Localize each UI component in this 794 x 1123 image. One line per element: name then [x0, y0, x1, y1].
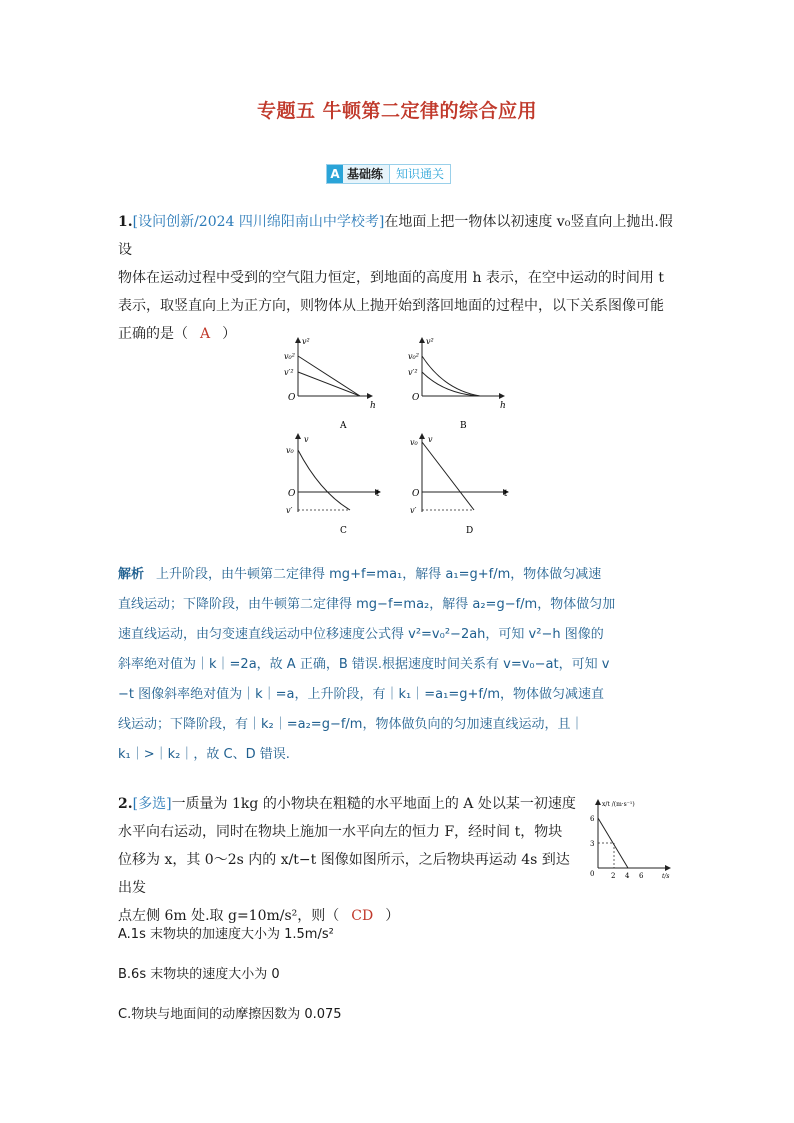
- solution-line-5: −t 图像斜率绝对值为｜k｜=a，上升阶段，有｜k₁｜=a₁=g+f/m，物体做匀减速直: [118, 687, 604, 702]
- question-1: [118, 208, 678, 348]
- q1-text-4: 正确的是（: [118, 326, 188, 342]
- q2-graph-y6: 6: [590, 815, 595, 823]
- graph-b-curve-down: [422, 372, 480, 396]
- q1-number: 1.: [118, 214, 133, 230]
- graph-d-caption: D: [466, 526, 474, 536]
- q2-graph-xlabel: t/s: [662, 873, 670, 880]
- graph-b-ylabel: v²: [426, 337, 434, 346]
- solution-line-6: 线运动；下降阶段，有｜k₂｜=a₂=g−f/m，物体做负向的匀加速直线运动，且｜: [118, 717, 584, 732]
- graph-b-xlabel: h: [500, 401, 506, 411]
- graph-c-tick1: v₀: [286, 446, 294, 455]
- q2-close: ）: [385, 908, 400, 924]
- graph-d-xlabel: t: [504, 489, 508, 499]
- graph-c-tick2: v′: [286, 506, 293, 515]
- solution-line-2: 直线运动；下降阶段，由牛顿第二定律得 mg−f=ma₂，解得 a₂=g−f/m，物体做匀加: [118, 597, 616, 612]
- q2-graph-x4: 4: [625, 872, 630, 880]
- question-2: [118, 790, 578, 930]
- q1-graphs: [260, 332, 520, 538]
- solution-line-4: 斜率绝对值为｜k｜=2a，故 A 正确，B 错误.根据速度时间关系有 v=v₀−at，可知 v: [118, 657, 610, 672]
- q2-tag: [多选]: [132, 796, 172, 812]
- graph-d: [410, 434, 508, 536]
- graph-d-tick2: v′: [410, 506, 417, 515]
- graph-b-origin: O: [412, 393, 420, 403]
- q1-line-1: [118, 208, 678, 264]
- graph-b: [408, 337, 506, 431]
- graph-b-tick1: v₀²: [408, 352, 419, 361]
- solution-line-3: 速直线运动，由匀变速直线运动中位移速度公式得 v²=v₀²−2ah，可知 v²−h 图像的: [118, 627, 604, 642]
- graph-a-xlabel: h: [370, 401, 376, 411]
- q2-option-b: B.6s 末物块的速度大小为 0: [118, 967, 280, 982]
- graph-a: [284, 337, 376, 431]
- q2-number: 2.: [118, 796, 133, 812]
- solution-label: 解析: [118, 567, 145, 582]
- solution-text-1: 上升阶段，由牛顿第二定律得 mg+f=ma₁，解得 a₁=g+f/m，物体做匀减速: [156, 567, 602, 582]
- graph-a-ylabel: v²: [302, 337, 310, 346]
- graph-c-curve: [298, 450, 350, 510]
- q2-graph-ylabel: x/t /(m·s⁻¹): [602, 801, 635, 808]
- q1-close: ）: [222, 326, 237, 342]
- graph-a-caption: A: [340, 421, 347, 431]
- graph-d-origin: O: [412, 489, 420, 499]
- q2-line-2: 水平向右运动，同时在物块上施加一水平向左的恒力 F，经时间 t，物块: [118, 824, 563, 840]
- graph-c-xlabel: t: [376, 489, 380, 499]
- badge-label: 基础练: [347, 167, 384, 181]
- q2-answer: CD: [351, 908, 374, 924]
- q1-text-1: 在地面上把一物体以初速度 v₀竖直向上抛出.假设: [118, 214, 673, 258]
- q2-graph-y3: 3: [590, 840, 595, 848]
- q1-line-3: 表示，取竖直向上为正方向，则物体从上抛开始到落回地面的过程中，以下关系图像可能: [118, 298, 664, 314]
- q2-graph-x6: 6: [639, 872, 644, 880]
- q2-text-4: 点左侧 6m 处.取 g=10m/s²，则（: [118, 908, 340, 924]
- q2-graph-x2: 2: [611, 872, 616, 880]
- badge-letter: A: [327, 165, 343, 183]
- graph-b-caption: B: [460, 421, 467, 431]
- page-title: 专题五 牛顿第二定律的综合应用: [256, 100, 538, 122]
- q2-graph-origin: 0: [590, 870, 595, 878]
- q2-option-a: A.1s 末物块的加速度大小为 1.5m/s²: [118, 927, 334, 942]
- q1-line-2: 物体在运动过程中受到的空气阻力恒定，到地面的高度用 h 表示，在空中运动的时间用 t: [118, 270, 664, 286]
- graph-a-origin: O: [288, 393, 296, 403]
- q2-text-1: 一质量为 1kg 的小物块在粗糙的水平地面上的 A 处以某一初速度: [171, 796, 576, 812]
- badge-tag: 知识通关: [389, 165, 450, 183]
- graph-c-caption: C: [340, 526, 347, 536]
- graph-d-ylabel: v: [428, 435, 433, 444]
- graph-c: [286, 434, 380, 536]
- solution-line-1: [118, 560, 678, 590]
- section-badge: [326, 164, 451, 184]
- solution-line-7: k₁｜>｜k₂｜，故 C、D 错误.: [118, 747, 290, 762]
- q1-source: [设问创新/2024 四川绵阳南山中学校考]: [132, 214, 385, 230]
- q2-line-1: [118, 790, 578, 818]
- graph-c-ylabel: v: [304, 435, 309, 444]
- graph-d-tick1: v₀: [410, 438, 418, 447]
- q2-line-3: 位移为 x，其 0～2s 内的 x/t−t 图像如图所示，之后物块再运动 4s 到达出发: [118, 852, 570, 896]
- graph-b-tick2: v′²: [408, 368, 418, 377]
- q2-option-c: C.物块与地面间的动摩擦因数为 0.075: [118, 1007, 342, 1022]
- q1-answer: A: [200, 326, 211, 342]
- graph-c-origin: O: [288, 489, 296, 499]
- graph-a-tick2: v′²: [284, 368, 294, 377]
- solution: [118, 560, 678, 770]
- graph-d-line: [422, 442, 474, 510]
- q2-graph: [584, 796, 676, 882]
- graph-a-tick1: v₀²: [284, 352, 295, 361]
